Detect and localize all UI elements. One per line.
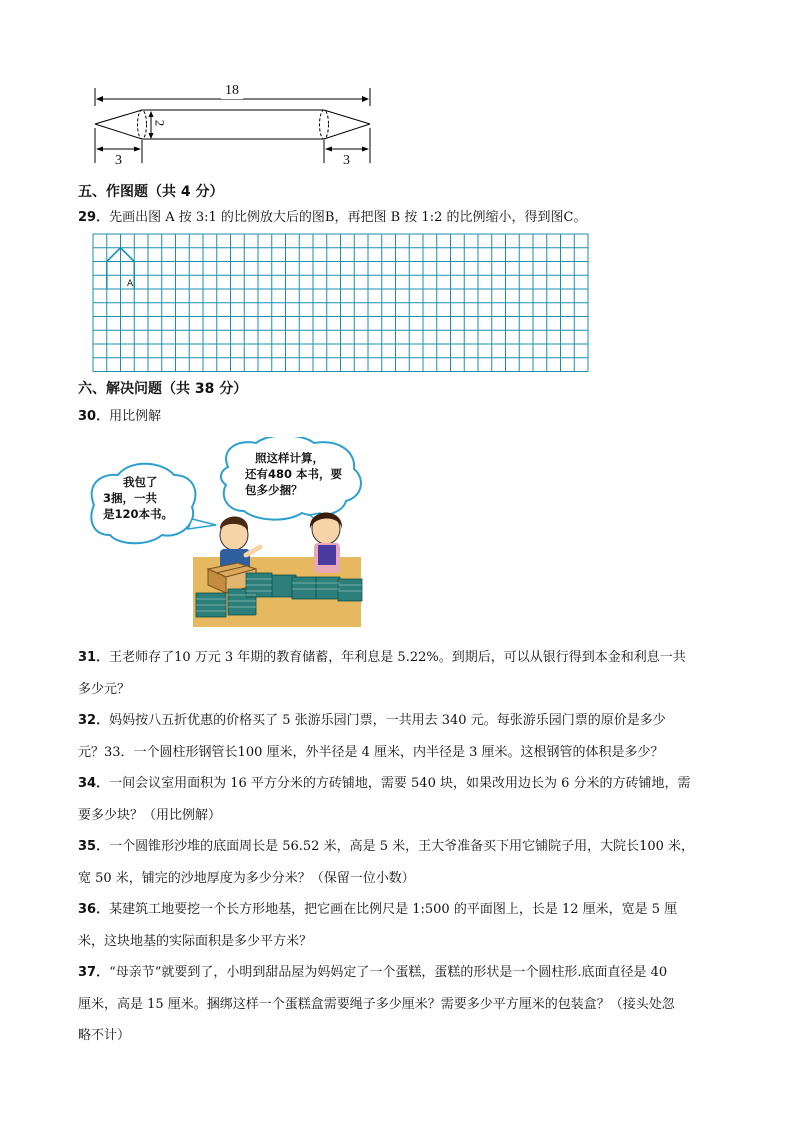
question-line: [78, 768, 768, 800]
question-line: 多少元？: [78, 681, 131, 697]
question-line: 元？33．一个圆柱形钢管长100 厘米，外半径是 4 厘米，内半径是 3 厘米。这根钢管的体积是多少？: [78, 744, 664, 760]
question-34: [78, 768, 768, 831]
label-right-cone: 3: [343, 153, 350, 168]
question-line: 宽 50 米，铺完的沙地厚度为多少分米？（保留一位小数）: [78, 870, 415, 886]
question-number: 30．: [78, 409, 110, 424]
question-36: [78, 894, 768, 957]
bubble-line: 我包了: [123, 475, 158, 489]
section-5-heading: 五、作图题（共 4 分）: [78, 184, 224, 200]
question-line: [78, 642, 768, 674]
question-number: 36．: [78, 902, 110, 917]
questions-block: [78, 642, 768, 1052]
question-29: [78, 206, 586, 225]
question-text: 一个圆锥形沙堆的底面周长是 56.52 米，高是 5 米，王大爷准备买下用它铺院子用，大院长100 米，: [109, 839, 695, 854]
bubble-line: 还有480 本书，要: [245, 467, 343, 481]
label-left-cone: 3: [115, 153, 122, 168]
label-diameter: 2: [152, 119, 168, 127]
question-35: [78, 831, 768, 894]
question-text: 用比例解: [109, 409, 162, 424]
question-number: 34．: [78, 776, 110, 791]
question-number: 35．: [78, 839, 110, 854]
question-number: 31．: [78, 650, 110, 665]
section-6-heading: 六、解决问题（共 38 分）: [78, 381, 248, 397]
question-text: 妈妈按八五折优惠的价格买了 5 张游乐园门票，一共用去 340 元。每张游乐园门票的原价是多少: [109, 713, 666, 728]
speech-bubble-girl: [245, 450, 365, 498]
question-30: [78, 405, 161, 424]
bubble-line: 是120本书。: [103, 507, 174, 521]
question-32: [78, 705, 768, 768]
question-line: [78, 957, 768, 989]
question-text: 一间会议室用面积为 16 平方分米的方砖铺地，需要 540 块，如果改用边长为 6 分米的方砖铺地，需: [109, 776, 691, 791]
question-line: 米，这块地基的实际面积是多少平方米？: [78, 933, 313, 949]
question-text: 某建筑工地要挖一个长方形地基，把它画在比例尺是 1:500 的平面图上，长是 12 厘米，宽是 5 厘: [109, 902, 678, 917]
drawing-grid[interactable]: [92, 233, 589, 372]
question-number: 37．: [78, 965, 110, 980]
question-text: “母亲节”就要到了，小明到甜品屋为妈妈定了一个蛋糕，蛋糕的形状是一个圆柱形.底面直径是 40: [109, 965, 668, 980]
question-31: [78, 642, 768, 705]
question-37: [78, 957, 768, 1052]
question-line: 略不计）: [78, 1028, 131, 1043]
speech-bubble-boy: [103, 474, 198, 522]
question-line: [78, 705, 768, 737]
figure-a-label: A: [127, 279, 134, 289]
bubble-line: 包多少捆？: [245, 483, 303, 497]
question-number: 32．: [78, 713, 110, 728]
label-total-length: 18: [225, 83, 239, 98]
question-text: 先画出图 A 按 3:1 的比例放大后的图B，再把图 B 按 1:2 的比例缩小，得到图C。: [109, 210, 587, 225]
question-line: [78, 894, 768, 926]
question-line: [78, 831, 768, 863]
question-line: 厘米，高是 15 厘米。捆绑这样一个蛋糕盒需要绳子多少厘米？需要多少平方厘米的包装盒？（接头处忽: [78, 996, 675, 1012]
question-line: 要多少块？（用比例解）: [78, 807, 222, 823]
bubble-line: 照这样计算，: [255, 451, 324, 465]
bubble-line: 3捆，一共: [103, 491, 158, 505]
question-text: 王老师存了10 万元 3 年期的教育储蓄，年利息是 5.22%。到期后，可以从银行得到本金和利息一共: [109, 650, 686, 665]
question-number: 29．: [78, 210, 110, 225]
